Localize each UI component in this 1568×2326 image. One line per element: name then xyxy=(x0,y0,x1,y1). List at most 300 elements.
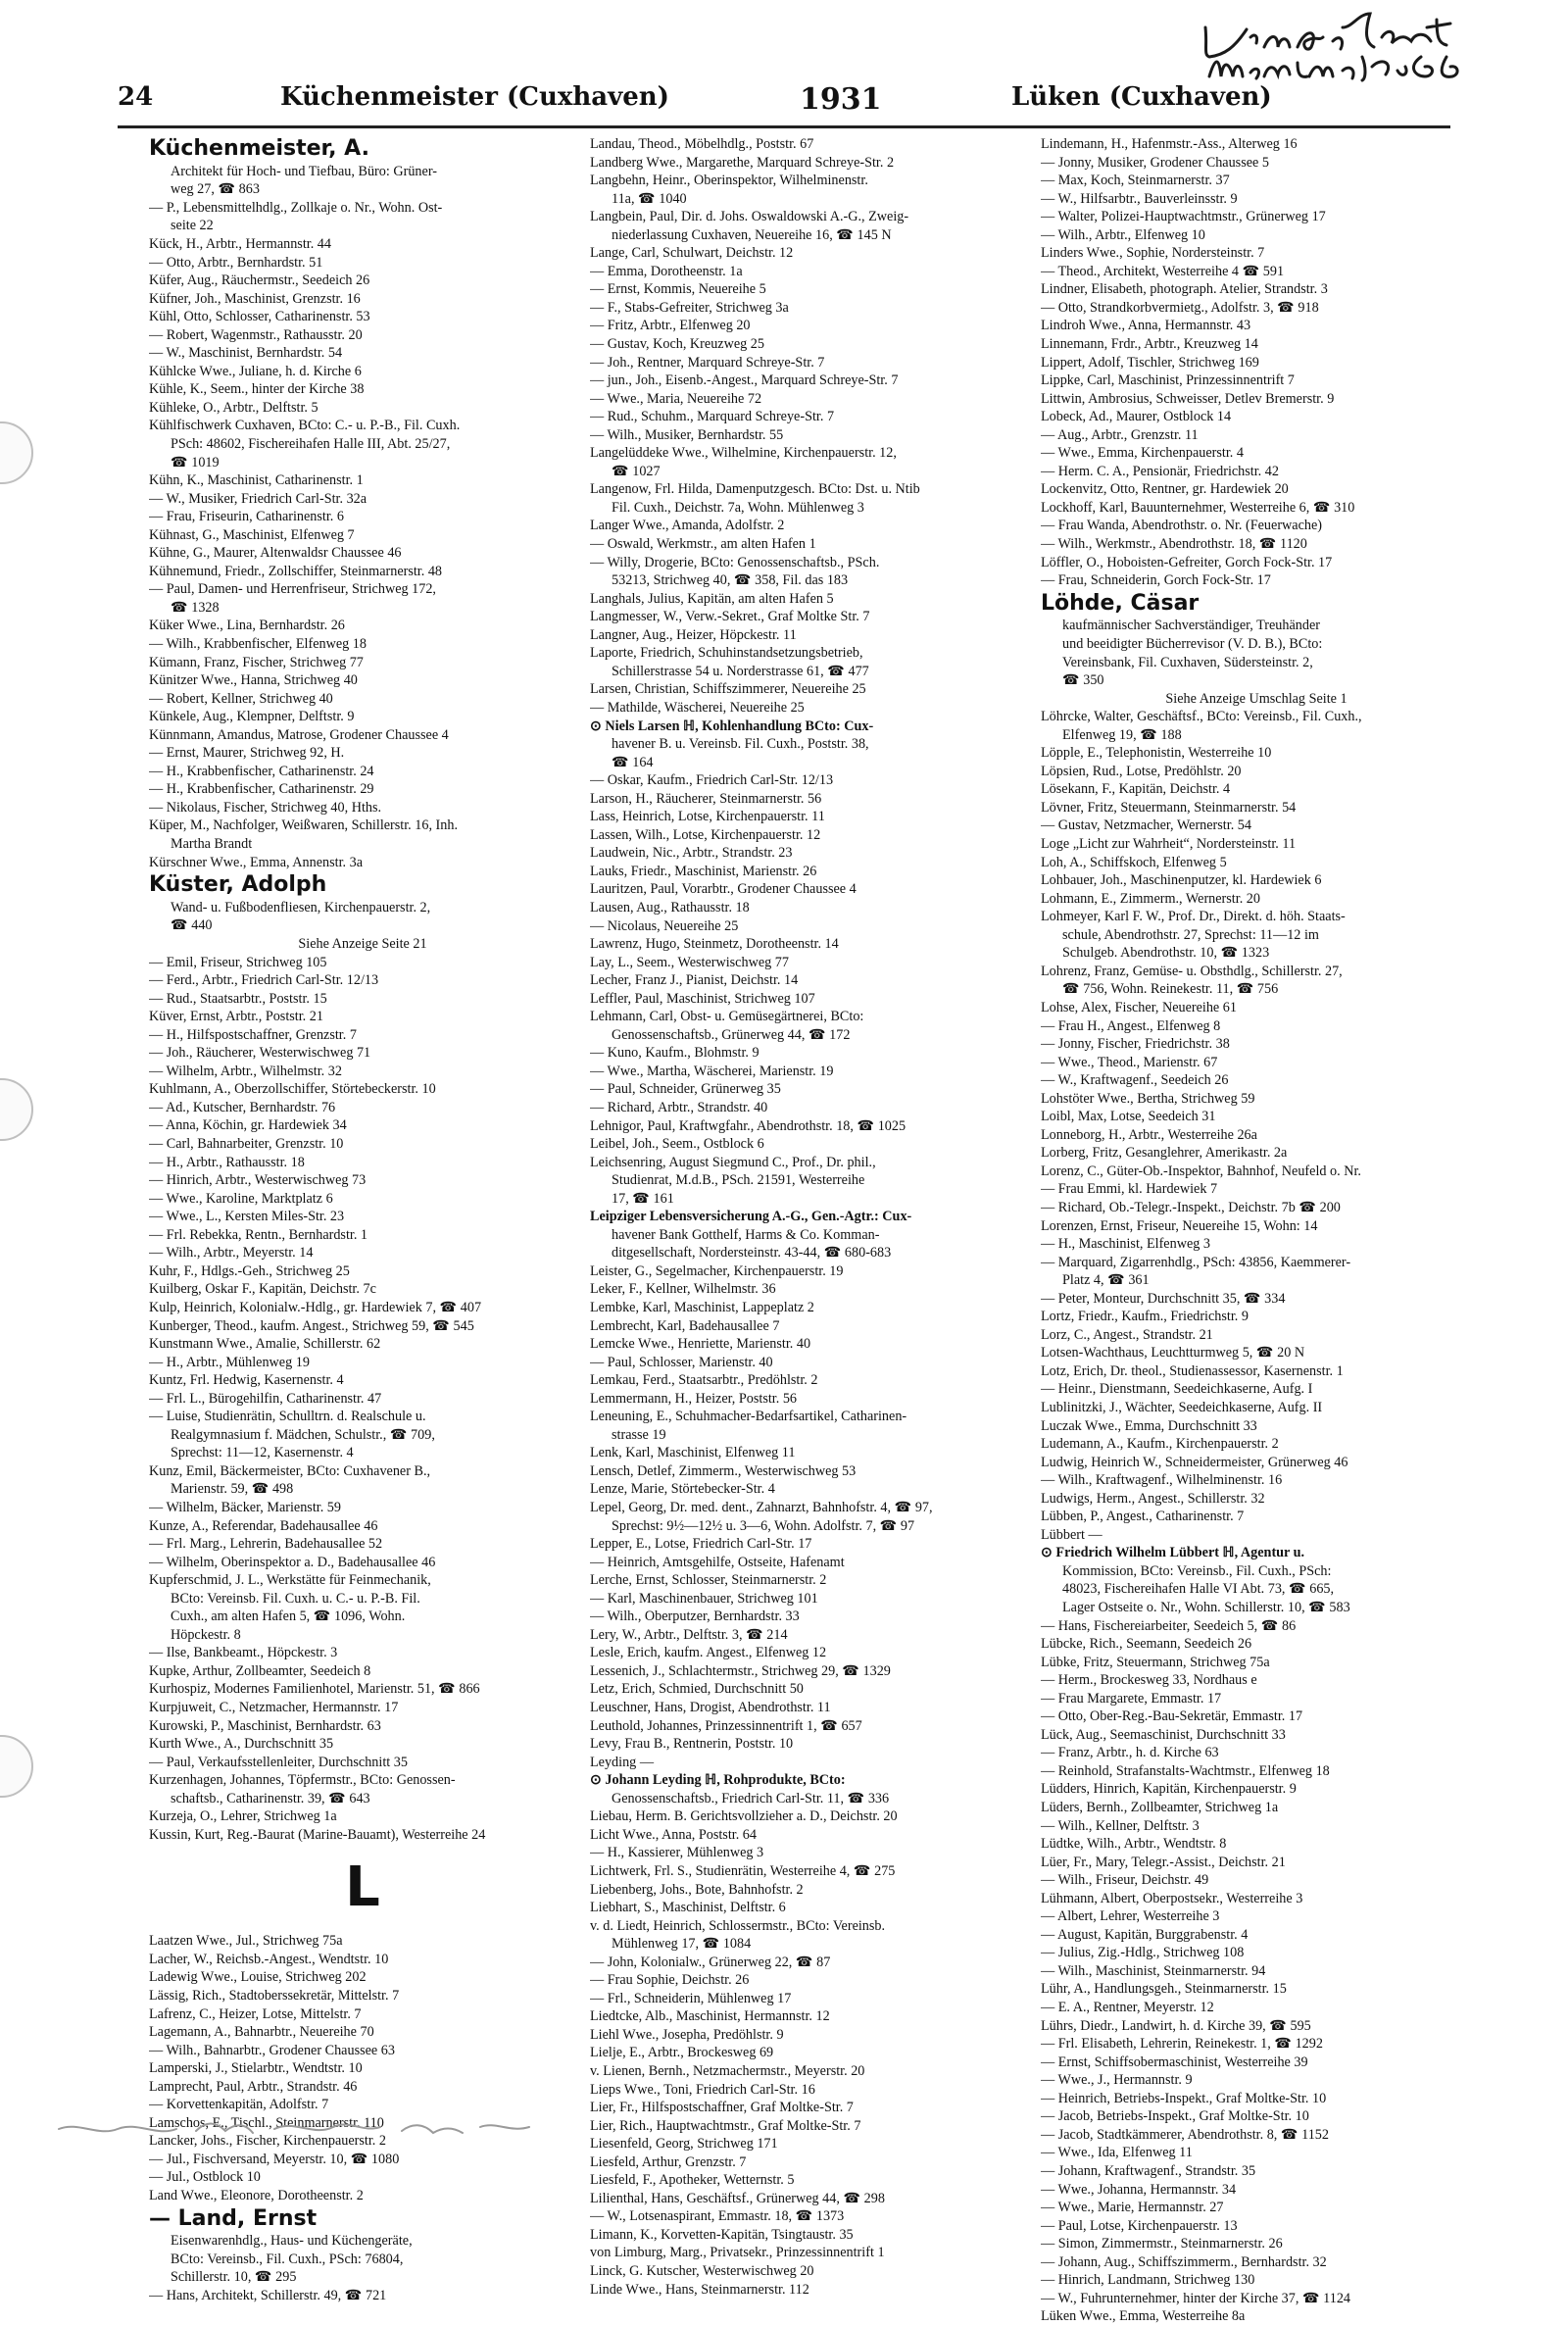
directory-line: BCto: Vereinsb., Fil. Cuxh., PSch: 76804, xyxy=(171,2251,404,2267)
directory-line: ☎ 164 xyxy=(612,754,654,770)
directory-line: — Gustav, Netzmacher, Wernerstr. 54 xyxy=(1041,817,1251,834)
directory-line: Lotsen-Wachthaus, Leuchtturmweg 5, ☎ 20 N xyxy=(1041,1345,1305,1361)
directory-line: Höpckestr. 8 xyxy=(171,1626,241,1643)
year: 1931 xyxy=(800,82,882,117)
directory-line: kaufmännischer Sachverständiger, Treuhänder xyxy=(1062,618,1321,634)
directory-line: — Wwe., Emma, Kirchenpauerstr. 4 xyxy=(1041,445,1244,462)
directory-line: — Gustav, Koch, Kreuzweg 25 xyxy=(590,336,764,353)
directory-line: — Paul, Damen- und Herrenfriseur, Strichweg 172, xyxy=(149,581,436,598)
directory-line: Lemcke Wwe., Henriette, Marienstr. 40 xyxy=(590,1336,811,1353)
directory-line: — Otto, Ober-Reg.-Bau-Sekretär, Emmastr. 17 xyxy=(1041,1708,1303,1725)
directory-line: Lery, W., Arbtr., Delftstr. 3, ☎ 214 xyxy=(590,1626,788,1643)
directory-heading-entry: Küchenmeister, A. xyxy=(149,136,369,161)
directory-line: Kommission, BCto: Vereinsb., Fil. Cuxh., PSch: xyxy=(1062,1562,1332,1579)
directory-line: — Johann, Kraftwagenf., Strandstr. 35 xyxy=(1041,2162,1256,2179)
directory-line: Wand- u. Fußbodenfliesen, Kirchenpauerstr. 2, xyxy=(171,899,431,916)
directory-line: Lancker, Johs., Fischer, Kirchenpauerstr. 2 xyxy=(149,2133,386,2150)
directory-line: — Jacob, Betriebs-Inspekt., Graf Moltke-Str. 10 xyxy=(1041,2108,1309,2125)
directory-line: Schillerstrasse 54 u. Norderstrasse 61, ☎ 477 xyxy=(612,663,869,679)
directory-line: Kuhr, F., Hdlgs.-Geh., Strichweg 25 xyxy=(149,1262,350,1279)
directory-line: ☎ 756, Wohn. Reinekestr. 11, ☎ 756 xyxy=(1062,981,1279,998)
directory-line: ☎ 350 xyxy=(1062,672,1104,689)
directory-line: Lemmermann, H., Heizer, Poststr. 56 xyxy=(590,1390,798,1407)
directory-line: Lindemann, H., Hafenmstr.-Ass., Alterweg 16 xyxy=(1041,136,1298,152)
directory-line: Lacher, W., Reichsb.-Angest., Wendtstr. 10 xyxy=(149,1951,389,1967)
directory-line: Langelüddeke Wwe., Wilhelmine, Kirchenpauerstr. 12, xyxy=(590,445,897,462)
directory-line: — Hans, Fischereiarbeiter, Seedeich 5, ☎ 86 xyxy=(1041,1617,1297,1634)
directory-line: — Wilh., Arbtr., Elfenweg 10 xyxy=(1041,226,1205,243)
directory-line: Kuntz, Frl. Hedwig, Kasernenstr. 4 xyxy=(149,1372,344,1389)
directory-line: Liesfeld, F., Apotheker, Wetternstr. 5 xyxy=(590,2172,795,2189)
directory-line: Limann, K., Korvetten-Kapitän, Tsingtaustr. 35 xyxy=(590,2226,854,2243)
directory-line: Letz, Erich, Schmied, Durchschnitt 50 xyxy=(590,1681,804,1698)
directory-line: Lemkau, Ferd., Staatsarbtr., Predöhlstr. 2 xyxy=(590,1372,818,1389)
directory-line: — jun., Joh., Eisenb.-Angest., Marquard Schreye-Str. 7 xyxy=(590,372,899,389)
directory-line: Lielje, E., Arbtr., Brockesweg 69 xyxy=(590,2045,774,2061)
directory-line: Lindner, Elisabeth, photograph. Atelier, Strandstr. 3 xyxy=(1041,281,1328,298)
page-number: 24 xyxy=(118,82,154,112)
directory-line: Linnemann, Frdr., Arbtr., Kreuzweg 14 xyxy=(1041,336,1258,353)
directory-line: — Wilh., Arbtr., Meyerstr. 14 xyxy=(149,1245,314,1262)
directory-line: Langbehn, Heinr., Oberinspektor, Wilhelminenstr. xyxy=(590,173,868,189)
directory-line: — Aug., Arbtr., Grenzstr. 11 xyxy=(1041,426,1199,443)
directory-line: Kuilberg, Oskar F., Kapitän, Deichstr. 7c xyxy=(149,1281,376,1298)
directory-line: Lübbert — xyxy=(1041,1526,1102,1543)
directory-line: — Wilhelm, Bäcker, Marienstr. 59 xyxy=(149,1499,341,1515)
directory-line: Kuhlmann, A., Oberzollschiffer, Störtebeckerstr. 10 xyxy=(149,1081,436,1098)
directory-line: Leister, G., Segelmacher, Kirchenpauerstr. 19 xyxy=(590,1262,844,1279)
directory-line: — Frl. Marg., Lehrerin, Badehausallee 52 xyxy=(149,1536,383,1553)
directory-line: Leker, F., Kellner, Wilhelmstr. 36 xyxy=(590,1281,776,1298)
directory-line: Liebau, Herm. B. Gerichtsvollzieher a. D., Deichstr. 20 xyxy=(590,1808,898,1825)
directory-line: Lohmeyer, Karl F. W., Prof. Dr., Direkt. d. höh. Staats- xyxy=(1041,909,1346,925)
directory-line: Kulp, Heinrich, Kolonialw.-Hdlg., gr. Hardewiek 7, ☎ 407 xyxy=(149,1299,482,1315)
directory-line: Leffler, Paul, Maschinist, Strichweg 107 xyxy=(590,990,815,1007)
directory-line: Lilienthal, Hans, Geschäftsf., Grünerweg 44, ☎ 298 xyxy=(590,2190,885,2206)
directory-line: ☎ 1027 xyxy=(612,463,661,479)
directory-line: — Hans, Architekt, Schillerstr. 49, ☎ 721 xyxy=(149,2288,387,2303)
directory-line: — Wwe., Ida, Elfenweg 11 xyxy=(1041,2145,1193,2161)
directory-line: Lüken Wwe., Emma, Westerreihe 8a xyxy=(1041,2308,1246,2325)
directory-line: — Joh., Räucherer, Westerwischweg 71 xyxy=(149,1045,371,1062)
directory-line: Lübke, Fritz, Steuermann, Strichweg 75a xyxy=(1041,1654,1270,1670)
directory-line: Lüdders, Hinrich, Kapitän, Kirchenpauerstr. 9 xyxy=(1041,1781,1297,1798)
directory-line: Lohse, Alex, Fischer, Neuereihe 61 xyxy=(1041,999,1237,1015)
directory-line: Luczak Wwe., Emma, Durchschnitt 33 xyxy=(1041,1417,1257,1434)
directory-line: — Albert, Lehrer, Westerreihe 3 xyxy=(1041,1908,1220,1925)
directory-line: — Nicolaus, Neuereihe 25 xyxy=(590,917,739,934)
directory-line: Lösekann, F., Kapitän, Deichstr. 4 xyxy=(1041,781,1231,798)
directory-line: Liehl Wwe., Josepha, Predöhlstr. 9 xyxy=(590,2026,784,2043)
directory-line: Lehnigor, Paul, Kraftwgfahr., Abendrothstr. 18, ☎ 1025 xyxy=(590,1117,906,1134)
directory-line: — Jacob, Stadtkämmerer, Abendrothstr. 8, ☎ 1152 xyxy=(1041,2126,1329,2143)
directory-line: Landberg Wwe., Margarethe, Marquard Schreye-Str. 2 xyxy=(590,154,895,171)
directory-line: — Otto, Strandkorbvermietg., Adolfstr. 3, ☎ 918 xyxy=(1041,299,1319,316)
directory-line: weg 27, ☎ 863 xyxy=(171,181,260,198)
directory-line: Leuthold, Johannes, Prinzessinnentrift 1, ☎ 657 xyxy=(590,1717,862,1734)
directory-line: — Wwe., Theod., Marienstr. 67 xyxy=(1041,1054,1218,1070)
directory-line: Kühlfischwerk Cuxhaven, BCto: C.- u. P.-B., Fil. Cuxh. xyxy=(149,418,461,434)
directory-line: Ladewig Wwe., Louise, Strichweg 202 xyxy=(149,1969,367,1986)
directory-line: schule, Abendrothstr. 27, Sprechst: 11—12 im xyxy=(1062,926,1319,943)
directory-line: Löpple, E., Telephonistin, Westerreihe 10 xyxy=(1041,745,1272,762)
directory-line: — Frau Wanda, Abendrothstr. o. Nr. (Feuerwache) xyxy=(1041,518,1323,534)
directory-line: — Joh., Rentner, Marquard Schreye-Str. 7 xyxy=(590,354,825,371)
directory-line: Schulgeb. Abendrothstr. 10, ☎ 1323 xyxy=(1062,945,1270,962)
directory-line: Künitzer Wwe., Hanna, Strichweg 40 xyxy=(149,672,358,689)
section-letter: L xyxy=(345,1856,380,1920)
directory-line: Kühnemund, Friedr., Zollschiffer, Steinmarnerstr. 48 xyxy=(149,563,443,579)
directory-line: — Wilh., Werkmstr., Abendrothstr. 18, ☎ 1120 xyxy=(1041,536,1307,553)
directory-heading-entry: Küster, Adolph xyxy=(149,872,327,898)
directory-line: Landau, Theod., Möbelhdlg., Poststr. 67 xyxy=(590,136,814,152)
directory-line: Lamschos, E., Tischl., Steinmarnerstr. 110 xyxy=(149,2114,384,2131)
directory-line: Lippke, Carl, Maschinist, Prinzessinnentrift 7 xyxy=(1041,372,1295,389)
directory-line: Lieps Wwe., Toni, Friedrich Carl-Str. 16 xyxy=(590,2081,815,2098)
directory-line: Leibel, Joh., Seem., Ostblock 6 xyxy=(590,1136,764,1153)
directory-line: ditgesellschaft, Nordersteinstr. 43-44, ☎ 680-683 xyxy=(612,1245,892,1262)
directory-line: Genossenschaftsb., Grünerweg 44, ☎ 172 xyxy=(612,1026,851,1043)
directory-line: Leipziger Lebensversicherung A.-G., Gen.-Agtr.: Cux- xyxy=(590,1209,912,1225)
directory-line: — Wilhelm, Arbtr., Wilhelmstr. 32 xyxy=(149,1063,342,1079)
punch-hole xyxy=(0,1078,33,1141)
directory-line: Schillerstr. 10, ☎ 295 xyxy=(171,2269,297,2286)
directory-line: BCto: Vereinsb. Fil. Cuxh. u. C.- u. P.-B. Fil. xyxy=(171,1590,420,1607)
directory-line: Kühn, K., Maschinist, Catharinenstr. 1 xyxy=(149,472,364,489)
spacer xyxy=(149,1844,576,1852)
directory-line: — Ad., Kutscher, Bernhardstr. 76 xyxy=(149,1099,336,1115)
directory-line: Kühl, Otto, Schlosser, Catharinenstr. 53 xyxy=(149,309,370,325)
directory-line: Leichsenring, August Siegmund C., Prof., Dr. phil., xyxy=(590,1154,876,1170)
directory-line: Marienstr. 59, ☎ 498 xyxy=(171,1481,294,1498)
directory-line: Löpsien, Rud., Lotse, Predöhlstr. 20 xyxy=(1041,763,1242,779)
directory-line: Lohmann, E., Zimmerm., Wernerstr. 20 xyxy=(1041,890,1260,907)
directory-line: Lühmann, Albert, Oberpostsekr., Westerreihe 3 xyxy=(1041,1890,1303,1906)
directory-line: — Korvettenkapitän, Adolfstr. 7 xyxy=(149,2097,329,2113)
directory-line: strasse 19 xyxy=(612,1426,666,1443)
header-rule xyxy=(118,125,1450,128)
directory-line: — Paul, Schlosser, Marienstr. 40 xyxy=(590,1354,773,1370)
directory-line: — Wwe., Johanna, Hermannstr. 34 xyxy=(1041,2181,1237,2198)
directory-line: v. Lienen, Bernh., Netzmachermstr., Meyerstr. 20 xyxy=(590,2062,865,2079)
directory-line: Ludwigs, Herm., Angest., Schillerstr. 32 xyxy=(1041,1490,1265,1507)
directory-line: — Frl. L., Bürogehilfin, Catharinenstr. 47 xyxy=(149,1390,382,1407)
directory-line: Kürschner Wwe., Emma, Annenstr. 3a xyxy=(149,854,364,870)
directory-line: Kunz, Emil, Bäckermeister, BCto: Cuxhavener B., xyxy=(149,1462,431,1479)
directory-line: Licht Wwe., Anna, Poststr. 64 xyxy=(590,1826,757,1843)
directory-line: — W., Musiker, Friedrich Carl-Str. 32a xyxy=(149,490,368,507)
directory-line: Lensch, Detlef, Zimmerm., Westerwischweg 53 xyxy=(590,1462,857,1479)
directory-line: — Carl, Bahnarbeiter, Grenzstr. 10 xyxy=(149,1136,344,1153)
directory-line: Leneuning, E., Schuhmacher-Bedarfsartikel, Catharinen- xyxy=(590,1409,907,1425)
directory-line: 48023, Fischereihafen Halle VI Abt. 73, ☎ 665, xyxy=(1062,1581,1335,1598)
directory-line: — Franz, Arbtr., h. d. Kirche 63 xyxy=(1041,1745,1219,1761)
directory-line: — Johann, Aug., Schiffszimmerm., Bernhardstr. 32 xyxy=(1041,2253,1327,2270)
directory-line: — Paul, Schneider, Grünerweg 35 xyxy=(590,1081,781,1098)
directory-line: Eisenwarenhdlg., Haus- und Küchengeräte, xyxy=(171,2233,413,2250)
directory-line: Löhrcke, Walter, Geschäftsf., BCto: Vereinsb., Fil. Cuxh., xyxy=(1041,709,1362,725)
directory-line: Lässig, Rich., Stadtoberssekretär, Mittelstr. 7 xyxy=(149,1988,400,2004)
directory-line: — Julius, Zig.-Hdlg., Strichweg 108 xyxy=(1041,1945,1245,1961)
handwritten-footnote xyxy=(49,2107,559,2147)
directory-line: — E. A., Rentner, Meyerstr. 12 xyxy=(1041,2000,1214,2016)
directory-line: Lausen, Aug., Rathausstr. 18 xyxy=(590,899,750,916)
directory-line: Elfenweg 19, ☎ 188 xyxy=(1062,726,1182,743)
directory-line: Lohbauer, Joh., Maschinenputzer, kl. Hardewiek 6 xyxy=(1041,872,1322,889)
directory-line: Lockhoff, Karl, Bauunternehmer, Westerreihe 6, ☎ 310 xyxy=(1041,499,1355,516)
directory-line: — Jul., Ostblock 10 xyxy=(149,2169,261,2186)
directory-line: — Hinrich, Landmann, Strichweg 130 xyxy=(1041,2272,1255,2289)
directory-line: Kunze, A., Referendar, Badehausallee 46 xyxy=(149,1517,378,1534)
directory-line: Lohstöter Wwe., Bertha, Strichweg 59 xyxy=(1041,1090,1255,1107)
directory-line: Loh, A., Schiffskoch, Elfenweg 5 xyxy=(1041,854,1227,870)
directory-line: — W., Kraftwagenf., Seedeich 26 xyxy=(1041,1072,1229,1089)
directory-line: Lichtwerk, Frl. S., Studienrätin, Westerreihe 4, ☎ 275 xyxy=(590,1862,896,1879)
directory-line: 53213, Strichweg 40, ☎ 358, Fil. das 183 xyxy=(612,572,849,589)
directory-line: Liebenberg, Johs., Bote, Bahnhofstr. 2 xyxy=(590,1881,804,1898)
directory-line: Küver, Ernst, Arbtr., Poststr. 21 xyxy=(149,1009,323,1025)
directory-line: Kussin, Kurt, Reg.-Baurat (Marine-Bauamt), Westerreihe 24 xyxy=(149,1826,486,1843)
directory-line: — H., Hilfspostschaffner, Grenzstr. 7 xyxy=(149,1026,357,1043)
directory-line: Liesfeld, Arthur, Grenzstr. 7 xyxy=(590,2153,747,2170)
directory-line: Lorberg, Fritz, Gesanglehrer, Amerikastr. 2a xyxy=(1041,1145,1288,1162)
directory-line: Lublinitzki, J., Wächter, Seedeichkaserne, Aufg. II xyxy=(1041,1399,1323,1415)
directory-line: — Wilh., Bahnarbtr., Grodener Chaussee 63 xyxy=(149,2042,395,2058)
directory-line: Langmesser, W., Verw.-Sekret., Graf Moltke Str. 7 xyxy=(590,609,870,625)
directory-line: — Wilh., Oberputzer, Bernhardstr. 33 xyxy=(590,1608,800,1625)
directory-line: — Ernst, Maurer, Strichweg 92, H. xyxy=(149,745,345,762)
directory-line: — Oswald, Werkmstr., am alten Hafen 1 xyxy=(590,536,816,553)
directory-line: Kümann, Franz, Fischer, Strichweg 77 xyxy=(149,654,364,670)
directory-line: Lotz, Erich, Dr. theol., Studienassessor, Kasernenstr. 1 xyxy=(1041,1362,1344,1379)
directory-line: Langer Wwe., Amanda, Adolfstr. 2 xyxy=(590,518,785,534)
directory-line: Lauritzen, Paul, Vorarbtr., Grodener Chaussee 4 xyxy=(590,881,857,898)
directory-line: — Marquard, Zigarrenhdlg., PSch: 43856, Kaemmerer- xyxy=(1041,1254,1351,1270)
directory-line: Laporte, Friedrich, Schuhinstandsetzungsbetrieb, xyxy=(590,645,863,662)
advertisement-reference: Siehe Anzeige Seite 21 xyxy=(298,936,427,953)
directory-line: Lepel, Georg, Dr. med. dent., Zahnarzt, Bahnhofstr. 4, ☎ 97, xyxy=(590,1500,933,1516)
directory-line: — Heinrich, Amtsgehilfe, Ostseite, Hafenamt xyxy=(590,1554,845,1570)
directory-line: — Richard, Arbtr., Strandstr. 40 xyxy=(590,1099,768,1115)
directory-line: — Wwe., Maria, Neuereihe 72 xyxy=(590,390,762,407)
column-middle xyxy=(590,135,1021,2299)
directory-line: Langhals, Julius, Kapitän, am alten Hafen 5 xyxy=(590,590,834,607)
directory-line: — August, Kapitän, Burggrabenstr. 4 xyxy=(1041,1926,1249,1943)
directory-line: — Wwe., Karoline, Marktplatz 6 xyxy=(149,1190,333,1207)
directory-line: Lonneborg, H., Arbtr., Westerreihe 26a xyxy=(1041,1126,1257,1143)
directory-line: Kunstmann Wwe., Amalie, Schillerstr. 62 xyxy=(149,1336,381,1353)
directory-line: Lagemann, A., Bahnarbtr., Neuereihe 70 xyxy=(149,2024,374,2041)
directory-line: — Richard, Ob.-Telegr.-Inspekt., Deichstr. 7b ☎ 200 xyxy=(1041,1199,1341,1215)
directory-line: — Frau H., Angest., Elfenweg 8 xyxy=(1041,1017,1221,1034)
directory-line: Langbein, Paul, Dir. d. Johs. Oswaldowski A.-G., Zweig- xyxy=(590,209,909,225)
directory-line: Lafrenz, C., Heizer, Lotse, Mittelstr. 7 xyxy=(149,2005,362,2022)
directory-line: Lübben, P., Angest., Catharinenstr. 7 xyxy=(1041,1509,1245,1525)
directory-line: Lührs, Diedr., Landwirt, h. d. Kirche 39, ☎ 595 xyxy=(1041,2017,1311,2034)
directory-line: Küker Wwe., Lina, Bernhardstr. 26 xyxy=(149,618,345,634)
directory-line: schaftsb., Catharinenstr. 39, ☎ 643 xyxy=(171,1790,370,1806)
directory-line: — Walter, Polizei-Hauptwachtmstr., Grünerweg 17 xyxy=(1041,209,1326,225)
directory-line: Lenze, Marie, Störtebecker-Str. 4 xyxy=(590,1481,775,1498)
directory-line: Land Wwe., Eleonore, Dorotheenstr. 2 xyxy=(149,2188,364,2204)
directory-line: Loibl, Max, Lotse, Seedeich 31 xyxy=(1041,1109,1216,1125)
directory-line: Langenow, Frl. Hilda, Damenputzgesch. BCto: Dst. u. Ntib xyxy=(590,481,920,498)
directory-line: Leyding — xyxy=(590,1754,655,1770)
directory-line: — Paul, Lotse, Kirchenpauerstr. 13 xyxy=(1041,2217,1238,2234)
directory-line: Lorenz, C., Güter-Ob.-Inspektor, Bahnhof, Neufeld o. Nr. xyxy=(1041,1163,1361,1179)
directory-line: — Robert, Kellner, Strichweg 40 xyxy=(149,690,333,707)
directory-line: — Heinr., Dienstmann, Seedeichkaserne, Aufg. I xyxy=(1041,1381,1313,1398)
directory-line: ☎ 440 xyxy=(171,917,213,934)
directory-line: — Ilse, Bankbeamt., Höpckestr. 3 xyxy=(149,1645,338,1661)
directory-line: — H., Kassierer, Mühlenweg 3 xyxy=(590,1845,764,1861)
directory-line: — Ferd., Arbtr., Friedrich Carl-Str. 12/13 xyxy=(149,972,379,989)
directory-line: v. d. Liedt, Heinrich, Schlossermstr., BCto: Vereinsb. xyxy=(590,1917,886,1934)
directory-line: — H., Arbtr., Rathausstr. 18 xyxy=(149,1154,305,1170)
directory-line: havener B. u. Vereinsb. Fil. Cuxh., Poststr. 38, xyxy=(612,736,869,753)
directory-line: Architekt für Hoch- und Tiefbau, Büro: Grüner- xyxy=(171,163,437,179)
directory-line: Künnmann, Amandus, Matrose, Grodener Chaussee 4 xyxy=(149,726,449,743)
directory-line: Kupferschmid, J. L., Werkstätte für Feinmechanik, xyxy=(149,1572,431,1589)
directory-line: Lück, Aug., Seemaschinist, Durchschnitt 33 xyxy=(1041,1726,1286,1743)
directory-line: Lange, Carl, Schulwart, Deichstr. 12 xyxy=(590,245,794,262)
column-left xyxy=(149,135,576,2305)
directory-line: — Frl. Rebekka, Rentn., Bernhardstr. 1 xyxy=(149,1226,368,1243)
directory-line: Lecher, Franz J., Pianist, Deichstr. 14 xyxy=(590,972,799,989)
directory-line: Lorenzen, Ernst, Friseur, Neuereihe 15, Wohn: 14 xyxy=(1041,1217,1318,1234)
directory-line: niederlassung Cuxhaven, Neuereihe 16, ☎ 145 N xyxy=(612,226,892,243)
column-right xyxy=(1041,135,1472,2326)
directory-line: Laatzen Wwe., Jul., Strichweg 75a xyxy=(149,1933,343,1950)
directory-line: Studienrat, M.d.B., PSch. 21591, Westerreihe xyxy=(612,1172,865,1189)
directory-heading-entry: Löhde, Cäsar xyxy=(1041,590,1200,616)
directory-line: Lager Ostseite o. Nr., Wohn. Schillerstr. 10, ☎ 583 xyxy=(1062,1600,1350,1615)
directory-line: Lamprecht, Paul, Arbtr., Strandstr. 46 xyxy=(149,2078,358,2095)
directory-line: Küfer, Aug., Räuchermstr., Seedeich 26 xyxy=(149,272,370,289)
directory-line: Lortz, Friedr., Kaufm., Friedrichstr. 9 xyxy=(1041,1309,1249,1325)
directory-line: Lobeck, Ad., Maurer, Ostblock 14 xyxy=(1041,409,1232,425)
directory-line: Lesle, Erich, kaufm. Angest., Elfenweg 12 xyxy=(590,1645,827,1661)
directory-line: Kurpjuweit, C., Netzmacher, Hermannstr. 17 xyxy=(149,1699,399,1715)
directory-line: — Simon, Zimmermstr., Steinmarnerstr. 26 xyxy=(1041,2236,1283,2252)
directory-line: — Emil, Friseur, Strichweg 105 xyxy=(149,954,327,970)
directory-line: Linde Wwe., Hans, Steinmarnerstr. 112 xyxy=(590,2281,809,2298)
directory-line: — Wwe., L., Kersten Miles-Str. 23 xyxy=(149,1209,345,1225)
directory-line: Lass, Heinrich, Lotse, Kirchenpauerstr. 11 xyxy=(590,809,825,825)
directory-line: Laudwein, Nic., Arbtr., Strandstr. 23 xyxy=(590,845,793,862)
directory-line: Lüdtke, Wilh., Arbtr., Wendtstr. 8 xyxy=(1041,1836,1227,1853)
directory-line: Cuxh., am alten Hafen 5, ☎ 1096, Wohn. xyxy=(171,1608,406,1625)
directory-line: — Fritz, Arbtr., Elfenweg 20 xyxy=(590,318,751,334)
directory-line: Küfner, Joh., Maschinist, Grenzstr. 16 xyxy=(149,290,361,307)
punch-hole xyxy=(0,421,33,484)
directory-line: Realgymnasium f. Mädchen, Schulstr., ☎ 709, xyxy=(171,1426,435,1443)
directory-line: — Frau, Schneiderin, Gorch Fock-Str. 17 xyxy=(1041,572,1271,589)
directory-line: — Rud., Schuhm., Marquard Schreye-Str. 7 xyxy=(590,409,835,425)
directory-line: Kurth Wwe., A., Durchschnitt 35 xyxy=(149,1736,334,1753)
advertisement-reference: Siehe Anzeige Umschlag Seite 1 xyxy=(1165,690,1348,707)
left-running-head: Küchenmeister (Cuxhaven) xyxy=(280,82,669,112)
directory-line: ⊙ Niels Larsen ℍ, Kohlenhandlung BCto: Cux- xyxy=(590,718,874,734)
directory-line: Kühne, G., Maurer, Altenwaldsr Chaussee 46 xyxy=(149,545,402,562)
punch-hole xyxy=(0,1735,33,1798)
directory-line: Fil. Cuxh., Deichstr. 7a, Wohn. Mühlenweg 3 xyxy=(612,499,864,516)
directory-line: — Willy, Drogerie, BCto: Genossenschaftsb., PSch. xyxy=(590,554,880,570)
directory-heading-entry: — Land, Ernst xyxy=(149,2205,318,2231)
directory-line: Sprechst: 9½—12½ u. 3—6, Wohn. Adolfstr. 7, ☎ 97 xyxy=(612,1517,915,1534)
directory-line: — Frl. Elisabeth, Lehrerin, Reinekestr. 1, ☎ 1292 xyxy=(1041,2036,1323,2053)
directory-line: Künkele, Aug., Klempner, Delftstr. 9 xyxy=(149,709,355,725)
directory-line: Platz 4, ☎ 361 xyxy=(1062,1272,1150,1289)
directory-line: Lockenvitz, Otto, Rentner, gr. Hardewiek 20 xyxy=(1041,481,1289,498)
directory-line: Lamperski, J., Stielarbtr., Wendtstr. 10 xyxy=(149,2060,363,2077)
directory-line: Lessenich, J., Schlachtermstr., Strichweg 29, ☎ 1329 xyxy=(590,1662,891,1679)
directory-line: Liebhart, S., Maschinist, Delftstr. 6 xyxy=(590,1900,786,1916)
directory-line: — Ernst, Kommis, Neuereihe 5 xyxy=(590,281,766,298)
directory-line: — John, Kolonialw., Grünerweg 22, ☎ 87 xyxy=(590,1954,831,1970)
directory-line: Liedtcke, Alb., Maschinist, Hermannstr. 12 xyxy=(590,2008,830,2025)
directory-line: — Frau Emmi, kl. Hardewiek 7 xyxy=(1041,1181,1218,1198)
directory-line: Lassen, Wilh., Lotse, Kirchenpauerstr. 12 xyxy=(590,826,821,843)
directory-line: Genossenschaftsb., Friedrich Carl-Str. 11, ☎ 336 xyxy=(612,1790,890,1806)
directory-line: 11a, ☎ 1040 xyxy=(612,190,687,207)
directory-line: — Robert, Wagenmstr., Rathausstr. 20 xyxy=(149,326,363,343)
directory-line: Lübcke, Rich., Seemann, Seedeich 26 xyxy=(1041,1636,1252,1653)
directory-line: — Karl, Maschinenbauer, Strichweg 101 xyxy=(590,1590,818,1607)
directory-line: — W., Maschinist, Bernhardstr. 54 xyxy=(149,345,343,362)
directory-line: Lauks, Friedr., Maschinist, Marienstr. 26 xyxy=(590,863,817,879)
directory-line: — Otto, Arbtr., Bernhardstr. 51 xyxy=(149,254,323,271)
directory-line: Loge „Licht zur Wahrheit“, Nordersteinstr. 11 xyxy=(1041,836,1297,853)
directory-line: Lüders, Bernh., Zollbeamter, Strichweg 1a xyxy=(1041,1800,1279,1816)
directory-line: — Max, Koch, Steinmarnerstr. 37 xyxy=(1041,173,1230,189)
directory-line: Kupke, Arthur, Zollbeamter, Seedeich 8 xyxy=(149,1662,371,1679)
directory-line: Kühlcke Wwe., Juliane, h. d. Kirche 6 xyxy=(149,363,362,379)
directory-line: Kurowski, P., Maschinist, Bernhardstr. 63 xyxy=(149,1717,381,1734)
directory-line: — Oskar, Kaufm., Friedrich Carl-Str. 12/13 xyxy=(590,772,834,789)
directory-line: — Frau, Friseurin, Catharinenstr. 6 xyxy=(149,509,344,525)
directory-line: — Mathilde, Wäscherei, Neuereihe 25 xyxy=(590,699,805,716)
directory-line: Littwin, Ambrosius, Schweisser, Detlev Bremerstr. 9 xyxy=(1041,390,1335,407)
directory-line: Lembrecht, Karl, Badehausallee 7 xyxy=(590,1317,780,1334)
directory-line: — Wilh., Musiker, Bernhardstr. 55 xyxy=(590,426,784,443)
directory-line: seite 22 xyxy=(171,218,214,234)
directory-line: — H., Arbtr., Mühlenweg 19 xyxy=(149,1354,310,1370)
directory-line: Larsen, Christian, Schiffszimmerer, Neuereihe 25 xyxy=(590,681,866,698)
directory-line: Levy, Frau B., Rentnerin, Poststr. 10 xyxy=(590,1736,794,1753)
directory-line: und beeidigter Bücherrevisor (V. D. B.), BCto: xyxy=(1062,636,1323,653)
directory-line: Martha Brandt xyxy=(171,836,253,853)
directory-line: — Jonny, Musiker, Grodener Chaussee 5 xyxy=(1041,154,1269,171)
directory-line: Kühnast, G., Maschinist, Elfenweg 7 xyxy=(149,526,355,543)
directory-line: — Wwe., Martha, Wäscherei, Marienstr. 19 xyxy=(590,1063,834,1079)
directory-line: Mühlenweg 17, ☎ 1084 xyxy=(612,1936,752,1953)
handwritten-note xyxy=(1196,8,1548,92)
directory-line: — Heinrich, Betriebs-Inspekt., Graf Moltke-Str. 10 xyxy=(1041,2090,1327,2106)
directory-line: Kurhospiz, Modernes Familienhotel, Marienstr. 51, ☎ 866 xyxy=(149,1681,480,1698)
directory-line: — Nikolaus, Fischer, Strichweg 40, Hths. xyxy=(149,799,382,816)
directory-line: — Wilh., Kraftwagenf., Wilhelminenstr. 16 xyxy=(1041,1472,1283,1489)
directory-line: Lüer, Fr., Mary, Telegr.-Assist., Deichstr. 21 xyxy=(1041,1854,1286,1870)
directory-line: Kunberger, Theod., kaufm. Angest., Strichweg 59, ☎ 545 xyxy=(149,1317,474,1334)
directory-line: Larson, H., Räucherer, Steinmarnerstr. 56 xyxy=(590,790,822,807)
directory-line: — Frl., Schneiderin, Mühlenweg 17 xyxy=(590,1990,792,2006)
directory-line: ☎ 1019 xyxy=(171,454,220,470)
right-running-head: Lüken (Cuxhaven) xyxy=(1011,82,1272,112)
directory-line: — Jonny, Fischer, Friedrichstr. 38 xyxy=(1041,1036,1230,1053)
directory-line: — Paul, Verkaufsstellenleiter, Durchschnitt 35 xyxy=(149,1754,408,1770)
directory-line: — H., Krabbenfischer, Catharinenstr. 24 xyxy=(149,763,374,779)
